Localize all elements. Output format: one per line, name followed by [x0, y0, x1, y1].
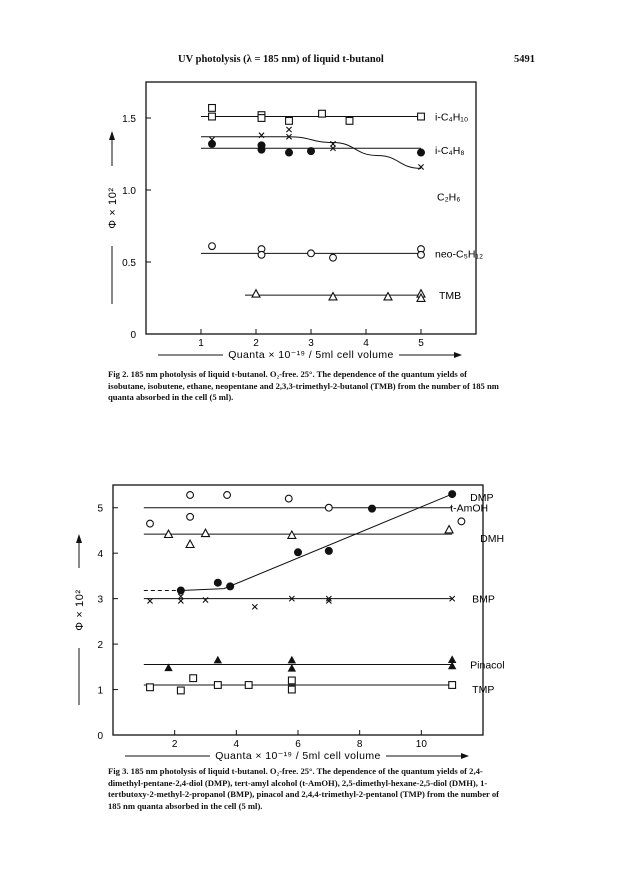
fig3-ytick-label: 2: [97, 640, 103, 652]
fig3-pinacol-point: [214, 656, 222, 664]
fig3-yaxis-label: Φ × 10²: [74, 589, 86, 631]
figure-3-caption: Fig 3. 185 nm photolysis of liquid t-butanol. O₂-free. 25°. The dependence of the quantum yields of 2,4-dimethyl-pentane-2,4-diol (DMP), tert-amyl alcohol (t-AmOH), 2,5-dimethyl-hexane-2,5-diol (DMH), 1-tertbutoxy-2-methyl-2-propanol (BMP), pinacol and 2,4,4-trimethyl-2-pentanol (TMP) from the number of 185 nm quanta absorbed in the cell (5 ml).: [108, 766, 499, 811]
fig2-neo-c5h12-label: neo-C₅H₁₂: [435, 248, 484, 261]
fig2-i-c4h8-label: i-C₄H₈: [435, 145, 465, 158]
fig3-tmp-point: [147, 684, 154, 691]
fig3-dmh-point: [186, 540, 194, 547]
fig2-xaxis-label: Quanta × 10⁻¹⁹ / 5ml cell volume: [228, 349, 394, 361]
fig3-tmp-point: [177, 687, 184, 694]
fig3-tmp-point: [288, 686, 295, 693]
fig3-dmp-point: [368, 505, 376, 513]
fig3-xtick-label: 4: [233, 739, 240, 750]
fig2-c2h6-label: C₂H₆: [437, 191, 461, 204]
fig3-t-amoh-point: [224, 492, 231, 499]
fig3-t-amoh-point: [147, 520, 154, 527]
fig3-t-amoh-point: [187, 513, 194, 520]
fig3-dmp-point: [448, 490, 456, 498]
fig3-t-amoh-point: [285, 495, 292, 502]
fig3-tmp-point: [245, 682, 252, 689]
fig2-ytick-label: 0: [130, 330, 136, 341]
fig3-dmp-point: [294, 548, 302, 556]
fig3-dmh-point: [202, 529, 210, 536]
fig3-xtick-label: 2: [171, 739, 178, 750]
fig3-ytick-label: 4: [97, 549, 103, 561]
fig3-pinacol-label: Pinacol: [470, 659, 505, 672]
fig3-xtick-label: 10: [415, 739, 427, 750]
fig3-dmp-point: [214, 579, 222, 587]
fig3-xtick-label: 6: [295, 739, 301, 750]
fig2-ytick-label: 1.5: [122, 114, 136, 125]
fig3-dmp-fit-line: [181, 494, 452, 590]
fig3-ytick-label: 5: [97, 503, 103, 515]
fig3-t-amoh-point: [458, 518, 465, 525]
fig3-tmp-point: [288, 677, 295, 684]
fig3-xtick-label: 8: [356, 739, 363, 750]
fig3-ytick-label: 0: [97, 731, 103, 742]
fig2-xtick-label: 5: [418, 338, 424, 349]
fig2-ytick-label: 1.0: [122, 186, 136, 197]
fig2-i-c4h10-label: i-C₄H₁₀: [435, 111, 469, 124]
fig3-dmh-point: [445, 526, 453, 533]
fig3-t-amoh-label: t-AmOH: [450, 502, 489, 515]
fig3-yaxis-arrowhead: [76, 534, 82, 543]
fig2-xtick-label: 4: [363, 338, 369, 349]
fig3-t-amoh-point: [187, 492, 194, 499]
fig3-t-amoh-point: [325, 504, 332, 511]
fig3-xaxis-arrowhead: [461, 753, 469, 759]
fig3-xaxis-label: Quanta × 10⁻¹⁹ / 5ml cell volume: [215, 750, 381, 762]
fig3-dmp-point: [177, 586, 185, 594]
fig2-ytick-label: 0.5: [122, 258, 136, 269]
fig3-dmp-point: [226, 582, 234, 590]
fig3-tmp-point: [214, 682, 221, 689]
fig3-ytick-label: 3: [97, 594, 103, 606]
figure-2-caption: Fig 2. 185 nm photolysis of liquid t-butanol. O₂-free. 25°. The dependence of the quantum yields of isobutane, isobutene, ethane, neopentane and 2,3,3-trimethyl-2-butanol (TMB) from the number of 185 nm quanta absorbed in the cell (5 ml).: [108, 369, 499, 402]
page-number: 5491: [514, 54, 535, 65]
fig2-xtick-label: 3: [308, 338, 314, 349]
running-header-title: UV photolysis (λ = 185 nm) of liquid t-butanol: [178, 54, 384, 65]
fig3-pinacol-point: [288, 656, 296, 664]
fig3-tmp-label: TMP: [472, 684, 495, 696]
fig2-xtick-label: 2: [253, 338, 259, 349]
fig3-tmp-point: [190, 675, 197, 682]
fig3-ytick-label: 1: [97, 685, 103, 697]
fig2-tmb-label: TMB: [439, 290, 462, 303]
fig3-bmp-point: [252, 604, 257, 609]
fig3-tmp-point: [449, 682, 456, 689]
fig3-dmh-label: DMH: [480, 533, 505, 546]
fig3-bmp-label: BMP: [472, 593, 495, 606]
fig3-dmp-label: DMP: [470, 492, 494, 505]
fig3-plot-frame: [113, 485, 483, 735]
fig2-yaxis-label: Φ × 10²: [107, 187, 119, 229]
fig2-xtick-label: 1: [198, 338, 204, 349]
fig3-dmp-point: [325, 547, 333, 555]
fig3-dmh-point: [288, 531, 296, 538]
fig3-pinacol-point: [288, 664, 296, 672]
